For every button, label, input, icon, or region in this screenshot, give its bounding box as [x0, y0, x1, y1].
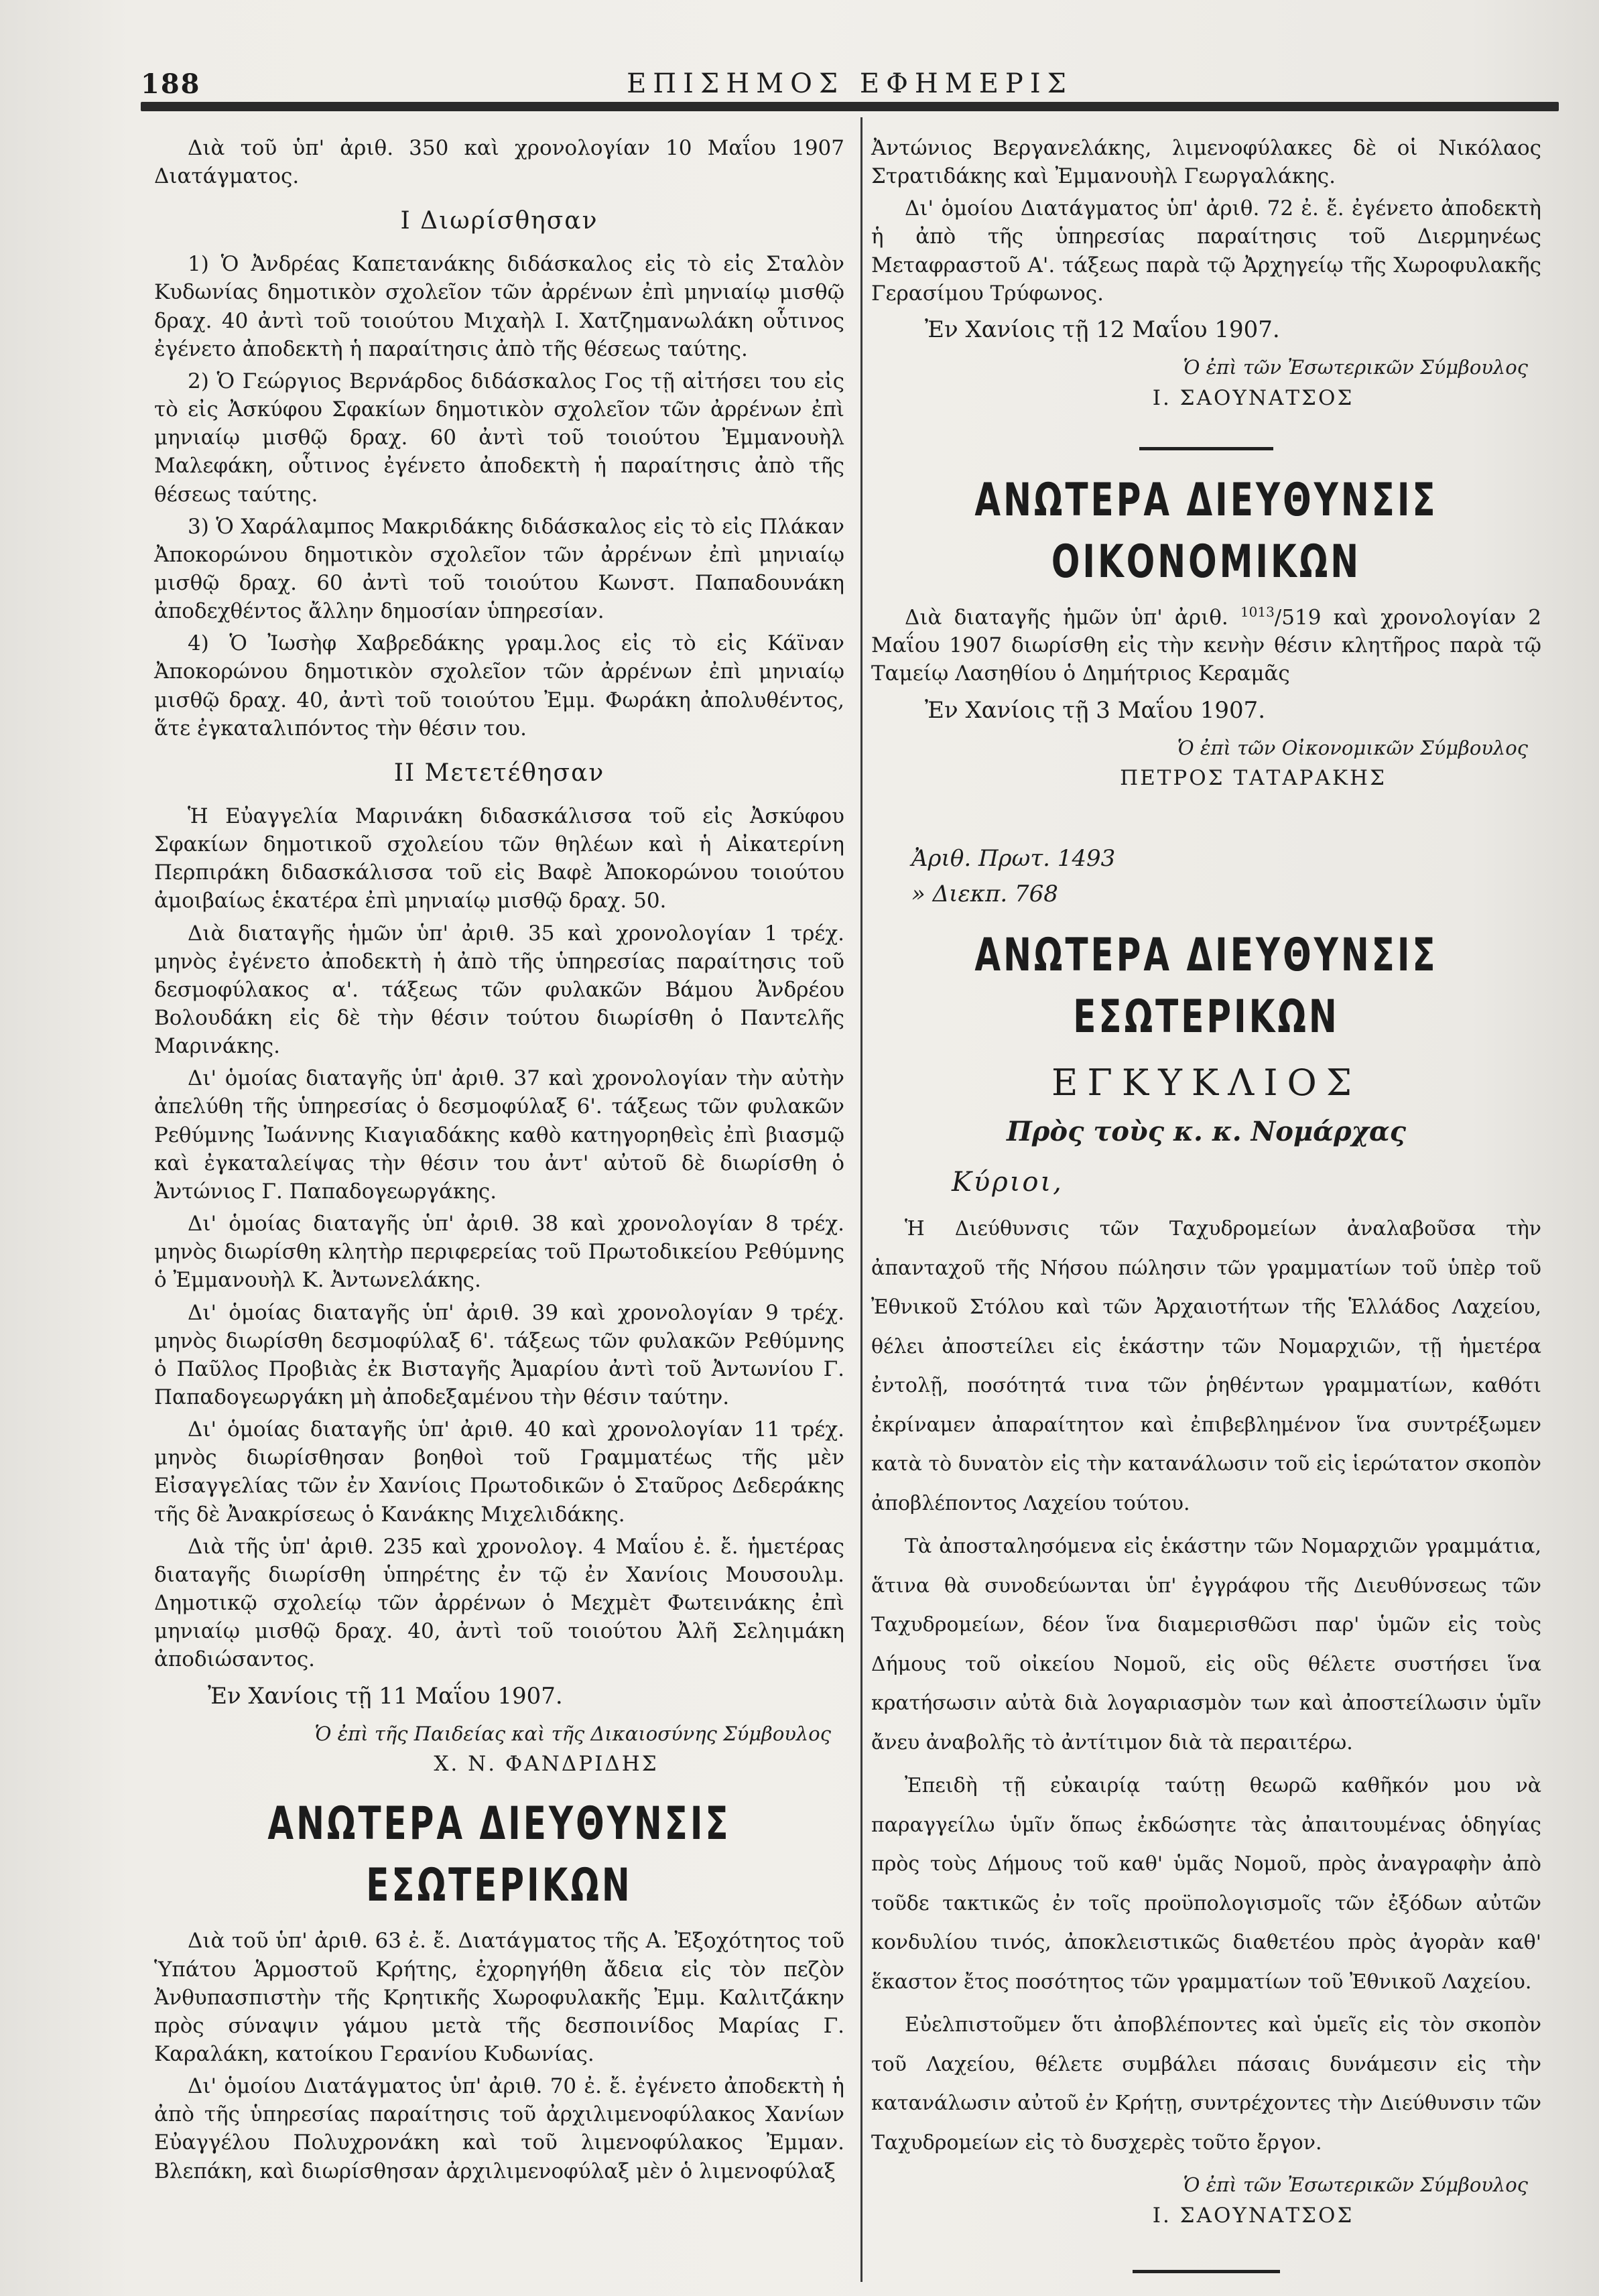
- circular-heading: ΕΓΚΥΚΛΙΟΣ: [1051, 1061, 1361, 1104]
- transfer-item: Δι' ὁμοίας διαταγῆς ὑπ' ἀριθ. 37 καὶ χρονολογίαν τὴν αὐτὴν ἀπελύθη τῆς ὑπηρεσίας ὁ δεσμοφύλαξ 6'. τάξεως τῶν φυλακῶν Ρεθύμνης Ἰωάννης Κιαγιαδάκης καθὸ κατηγορηθεὶς ἐπὶ βιασμῷ καὶ ἐγκαταλείψας τὴν θέσιν του ἀντ' αὐτοῦ δὲ διωρίσθη ὁ Ἀντώνιος Γ. Παπαδογεωργάκης.: [154, 1066, 844, 1204]
- transfer-item: Δι' ὁμοίας διαταγῆς ὑπ' ἀριθ. 39 καὶ χρονολογίαν 9 τρέχ. μηνὸς διωρίσθη δεσμοφύλαξ 6'. τάξεως τῶν φυλακῶν Ρεθύμνης ὁ Παῦλος Προβιὰς ἐκ Βισταγῆς Ἀμαρίου ἀντὶ τοῦ Ἀντωνίου Γ. Παπαδογεωργάκη μὴ ἀποδεξαμένου τὴν θέσιν ταύτην.: [154, 1300, 844, 1409]
- dispatch-number: » Διεκπ. 768: [911, 880, 1058, 907]
- circular-paragraph: Ἐπειδὴ τῇ εὐκαιρίᾳ ταύτῃ θεωρῶ καθῆκόν μου νὰ παραγγείλω ὑμῖν ὅπως ἐκδώσητε τὰς ἀπαιτουμένας ὁδηγίας πρὸς τοὺς Δήμους τοῦ καθ' ὑμᾶς Νομοῦ, πρὸς ἀναγραφὴν ἀπὸ τοῦδε τακτικῶς ἐν τοῖς προϋπολογισμοῖς τῶν ἐξόδων αὐτῶν κονδυλίου τινός, ἀποκλειστικῶς διαθετέου πρὸς ἀγορὰν καθ' ἕκαστον ἔτος ποσότητος τῶν γραμματίων τοῦ Ἐθνικοῦ Λαχείου.: [871, 1774, 1541, 1994]
- page-number: 188: [141, 68, 201, 100]
- header-rule: [141, 102, 1559, 111]
- intro-text: Διὰ τοῦ ὑπ' ἀριθ. 350 καὶ χρονολογίαν 10 Μαΐου 1907 Διατάγματος.: [154, 136, 844, 189]
- dateline: Ἐν Χανίοις τῇ 3 Μαΐου 1907.: [925, 696, 1266, 724]
- decree-item: Δι' ὁμοίου Διατάγματος ὑπ' ἀριθ. 72 ἐ. ἔ. ἐγένετο ἀποδεκτὴ ἡ ἀπὸ τῆς ὑπηρεσίας παραίτησις τοῦ Διερμηνέως Μεταφραστοῦ Α'. τάξεως παρὰ τῷ Ἀρχηγείῳ τῆς Χωροφυλακῆς Γερασίμου Τρύφωνος.: [871, 196, 1541, 306]
- appointment-item: 1) Ὁ Ἀνδρέας Καπετανάκης διδάσκαλος εἰς τὸ εἰς Σταλὸν Κυδωνίας δημοτικὸν σχολεῖον τῶν ἀρρένων ἐπὶ μηνιαίῳ μισθῷ δραχ. 40 ἀντὶ τοῦ τοιούτου Μιχαὴλ Ι. Χατζημανωλάκη οὗτινος ἐγένετο ἀποδεκτὴ ἡ παραίτησις ἀπὸ τῆς θέσεως ταύτης.: [154, 252, 844, 361]
- decree-item: Διὰ τοῦ ὑπ' ἀριθ. 63 ἐ. ἔ. Διατάγματος τῆς Α. Ἐξοχότητος τοῦ Ὑπάτου Ἁρμοστοῦ Κρήτης, ἐχορηγήθη ἄδεια εἰς τὸν πεζὸν Ἀνθυπασπιστὴν τῆς Κρητικῆς Χωροφυλακῆς Ἐμμ. Καλιτζάκην πρὸς σύναψιν γάμου μετὰ τῆς δεσποινίδος Μαρίας Γ. Καραλάκη, κατοίκου Γερανίου Κυδωνίας.: [154, 1929, 844, 2067]
- circular-paragraph: Ἡ Διεύθυνσις τῶν Ταχυδρομείων ἀναλαβοῦσα τὴν ἀπανταχοῦ τῆς Νήσου πώλησιν τῶν γραμματίων τοῦ ὑπὲρ τοῦ Ἐθνικοῦ Στόλου καὶ τῶν Ἀρχαιοτήτων τῆς Ἑλλάδος Λαχείου, θέλει ἀποστείλει εἰς ἑκάστην τῶν Νομαρχιῶν, τῇ ἡμετέρα ἐντολῇ, ποσότητά τινα τῶν ῥηθέντων γραμματίων, καθότι ἐκρίναμεν ἀπαραίτητον καὶ ἐπιβεβλημένον ἵνα συντρέξωμεν κατὰ τὸ δυνατὸν εἰς τὴν κατανάλωσιν τοῦ εἰς ἱερώτατον σκοπὸν ἀποβλέποντος Λαχείου τούτου.: [871, 1217, 1541, 1515]
- transfer-item: Ἡ Εὐαγγελία Μαρινάκη διδασκάλισσα τοῦ εἰς Ἀσκύφου Σφακίων δημοτικοῦ σχολείου τῶν θηλέων καὶ ἡ Αἰκατερίνη Περπιράκη διδασκάλισσα τοῦ εἰς Βαφὲ Ἀποκορώνου τοιούτου ἀμοιβαίως ἑκατέρα ἐπὶ μηνιαίῳ μισθῷ δραχ. 50.: [154, 804, 844, 913]
- signatory-role: Ὁ ἐπὶ τῶν Ἐσωτερικῶν Σύμβουλος: [1183, 2173, 1528, 2197]
- spacer: [871, 799, 1541, 839]
- signatory-name: Χ. Ν. ΦΑΝΔΡΙΔΗΣ: [434, 1752, 659, 1777]
- continued-text: Ἀντώνιος Βεργανελάκης, λιμενοφύλακες δὲ οἱ Νικόλαος Στρατιδάκης καὶ Ἐμμανουὴλ Γεωργαλάκης.: [871, 136, 1541, 189]
- separator-rule: [1139, 447, 1273, 450]
- signatory-role: Ὁ ἐπὶ τῶν Ἐσωτερικῶν Σύμβουλος: [1183, 356, 1528, 379]
- signatory-name: Ι. ΣΑΟΥΝΑΤΣΟΣ: [1152, 2203, 1354, 2228]
- signatory-name: Ι. ΣΑΟΥΝΑΤΣΟΣ: [1152, 385, 1354, 410]
- protocol-number: Ἀριθ. Πρωτ. 1493: [911, 845, 1116, 873]
- order-number-sub: /519: [1274, 605, 1322, 630]
- appointment-item: 2) Ὁ Γεώργιος Βερνάρδος διδάσκαλος Γος τῇ αἰτήσει του εἰς τὸ εἰς Ἀσκύφου Σφακίων δημοτικὸν σχολεῖον τῶν ἀρρένων ἐπὶ μηνιαίῳ μισθῷ δραχ. 60 ἀντὶ τοῦ τοιούτου Ἐμμανουὴλ Μαλεφάκη, οὗτινος ἐγένετο ἀποδεκτὴ ἡ παραίτησις ἀπὸ τῆς θέσεως ταύτης.: [154, 369, 844, 507]
- signatory-role: Ὁ ἐπὶ τῆς Παιδείας καὶ τῆς Δικαιοσύνης Σύμβουλος: [314, 1722, 831, 1745]
- gazette-title: ΕΠΙΣΗΜΟΣ ΕΦΗΜΕΡΙΣ: [627, 68, 1073, 99]
- finance-order: [871, 603, 1541, 688]
- section-heading-appointed: Ι Διωρίσθησαν: [400, 207, 598, 235]
- left-column: [154, 134, 844, 2189]
- finance-order-text: Διὰ διαταγῆς ἡμῶν ὑπ' ἀριθ.: [905, 605, 1228, 630]
- page-header: [141, 60, 1559, 107]
- circular-paragraph: Εὐελπιστοῦμεν ὅτι ἀποβλέποντες καὶ ὑμεῖς εἰς τὸν σκοπὸν τοῦ Λαχείου, θέλετε συμβάλει πάσαις δυνάμεσιν εἰς τὴν κατανάλωσιν αὐτοῦ ἐν Κρήτῃ, συντρέχοντες τὴν Διεύθυνσιν τῶν Ταχυδρομείων εἰς τὸ δυσχερὲς τοῦτο ἔργον.: [871, 2013, 1541, 2155]
- signatory-role: Ὁ ἐπὶ τῶν Οἰκονομικῶν Σύμβουλος: [1177, 736, 1528, 759]
- decree-item: Δι' ὁμοίου Διατάγματος ὑπ' ἀριθ. 70 ἐ. ἔ. ἐγένετο ἀποδεκτὴ ἡ ἀπὸ τῆς ὑπηρεσίας παραίτησις τοῦ ἀρχιλιμενοφύλακος Χανίων Εὐαγγέλου Πολυχρονάκη καὶ τοῦ λιμενοφύλακος Ἐμμαν. Βλεπάκη, καὶ διωρίσθησαν ἀρχιλιμενοφύλαξ μὲν ὁ λιμενοφύλαξ: [154, 2074, 844, 2183]
- right-column: [871, 134, 1541, 2273]
- transfer-item: Δι' ὁμοίας διαταγῆς ὑπ' ἀριθ. 40 καὶ χρονολογίαν 11 τρέχ. μηνὸς διωρίσθησαν βοηθοὶ τοῦ Γραμματέως τῆς μὲν Εἰσαγγελίας τῶν ἐν Χανίοις Πρωτοδικῶν ὁ Σταῦρος Δεδεράκης τῆς δὲ Ἀνακρίσεως ὁ Κανάκης Μιχελιδάκης.: [154, 1417, 844, 1527]
- dateline: Ἐν Χανίοις τῇ 12 Μαΐου 1907.: [925, 316, 1280, 343]
- transfer-item: Διὰ διαταγῆς ἡμῶν ὑπ' ἀριθ. 35 καὶ χρονολογίαν 1 τρέχ. μηνὸς ἐγένετο ἀποδεκτὴ ἡ ἀπὸ τῆς ὑπηρεσίας παραίτησις τοῦ δεσμοφύλακος α'. τάξεως τῶν φυλακῶν Βάμου Ἀνδρέου Βολουδάκη εἰς δὲ τὴν θέσιν τούτου διωρίσθη ὁ Παντελῆς Μαρινάκης.: [154, 921, 844, 1059]
- finance-order-text-cont: καὶ χρονολογίαν 2 Μαΐου 1907 διωρίσθη εἰς τὴν κενὴν θέσιν κλητῆρος παρὰ τῷ Ταμείῳ Λασηθίου ὁ Δημήτριος Κεραμᾶς: [871, 605, 1541, 686]
- transfer-item: Διὰ τῆς ὑπ' ἀριθ. 235 καὶ χρονολογ. 4 Μαΐου ἐ. ἔ. ἡμετέρας διαταγῆς διωρίσθη ὑπηρέτης ἐν τῷ ἐν Χανίοις Μουσουλμ. Δημοτικῷ σχολείῳ τῶν ἀρρένων ὁ Μεχμὲτ Φωτεινάκης ἐπὶ μηνιαίῳ μισθῷ δραχ. 40, ἀντὶ τοῦ τοιούτου Ἀλῆ Σεληιμάκη ἀποδιώσαντος.: [154, 1534, 844, 1672]
- order-number: 1013: [1240, 603, 1275, 620]
- signatory-name: ΠΕΤΡΟΣ ΤΑΤΑΡΑΚΗΣ: [1120, 766, 1387, 791]
- section-title-interior: ΑΝΩΤΕΡΑ ΔΙΕΥΘΥΝΣΙΣ ΕΣΩΤΕΡΙΚΩΝ: [267, 1797, 731, 1912]
- section-title-interior: ΑΝΩΤΕΡΑ ΔΙΕΥΘΥΝΣΙΣ ΕΣΩΤΕΡΙΚΩΝ: [974, 928, 1438, 1043]
- separator-rule: [1133, 2270, 1280, 2273]
- dateline: Ἐν Χανίοις τῇ 11 Μαΐου 1907.: [208, 1682, 563, 1710]
- salutation: Κύριοι,: [952, 1166, 1064, 1198]
- addressee-line: Πρὸς τοὺς κ. κ. Νομάρχας: [1007, 1116, 1406, 1148]
- circular-paragraph: Τὰ ἀποσταλησόμενα εἰς ἑκάστην τῶν Νομαρχιῶν γραμμάτια, ἅτινα θὰ συνοδεύωνται ὑπ' ἐγγράφου τῆς Διευθύνσεως τῶν Ταχυδρομείων, δέον ἵνα διαμερισθῶσι παρ' ὑμῶν εἰς τοὺς Δήμους τοῦ οἰκείου Νομοῦ, εἰς οὓς θέλετε συστήσει ἵνα κρατήσωσιν αὐτὰ διὰ λογαριασμὸν των καὶ ἀποστείλωσιν ὑμῖν ἄνευ ἀναβολῆς τὸ ἀντίτιμον διὰ τὰ περαιτέρω.: [871, 1535, 1541, 1755]
- column-divider: [860, 117, 862, 2282]
- appointment-item: 4) Ὁ Ἰωσὴφ Χαβρεδάκης γραμ.λος εἰς τὸ εἰς Κάϊναν Ἀποκορώνου δημοτικὸν σχολεῖον τῶν ἀρρένων ἐπὶ μηνιαίῳ μισθῷ δραχ. 40, ἀντὶ τοῦ τοιούτου Ἐμμ. Φωράκη ἀπολυθέντος, ἅτε ἐγκαταλιπόντος τὴν θέσιν του.: [154, 631, 844, 741]
- section-title-finance: ΑΝΩΤΕΡΑ ΔΙΕΥΘΥΝΣΙΣ ΟΙΚΟΝΟΜΙΚΩΝ: [974, 473, 1438, 588]
- transfer-item: Δι' ὁμοίας διαταγῆς ὑπ' ἀριθ. 38 καὶ χρονολογίαν 8 τρέχ. μηνὸς διωρίσθη κλητὴρ περιφερείας τοῦ Πρωτοδικείου Ρεθύμνης ὁ Ἐμμανουὴλ Κ. Ἀντωνελάκης.: [154, 1212, 844, 1293]
- section-heading-transferred: ΙΙ Μετετέθησαν: [393, 759, 605, 787]
- appointment-item: 3) Ὁ Χαράλαμπος Μακριδάκης διδάσκαλος εἰς τὸ εἰς Πλάκαν Ἀποκορώνου δημοτικὸν σχολεῖον τῶν ἀρρένων ἐπὶ μηνιαίῳ μισθῷ δραχ. 60 ἀντὶ τοῦ τοιούτου Κωνστ. Παπαδουνάκη ἀποδεχθέντος ἄλλην δημοσίαν ὑπηρεσίαν.: [154, 514, 844, 624]
